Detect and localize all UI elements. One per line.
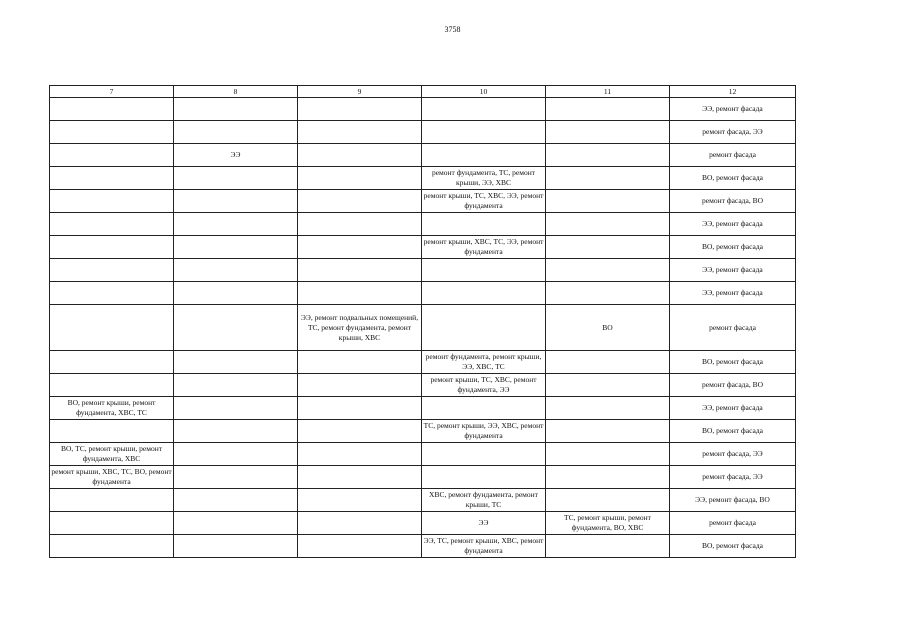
table-cell: ремонт фасада, ЭЭ (670, 121, 796, 144)
table-cell (298, 535, 422, 558)
table-row (50, 489, 796, 512)
column-header: 7 (50, 86, 174, 98)
table-header-row (50, 86, 796, 98)
table-cell: ЭЭ, ТС, ремонт крыши, ХВС, ремонт фундамента (422, 535, 546, 558)
table-cell (50, 489, 174, 512)
table-cell (298, 466, 422, 489)
table-cell (50, 282, 174, 305)
table-cell (422, 305, 546, 351)
table-cell (174, 236, 298, 259)
table-cell: ремонт крыши, ТС, ХВС, ремонт фундамента, ЭЭ (422, 374, 546, 397)
table-cell (174, 420, 298, 443)
table-row (50, 305, 796, 351)
table-cell (50, 236, 174, 259)
table-cell (546, 282, 670, 305)
table-cell (50, 213, 174, 236)
table-cell: ремонт фасада (670, 144, 796, 167)
table-cell (422, 282, 546, 305)
table-cell (546, 443, 670, 466)
table-cell (174, 443, 298, 466)
table-row (50, 374, 796, 397)
table-cell (50, 144, 174, 167)
table-cell (422, 397, 546, 420)
table-cell (546, 489, 670, 512)
column-header: 12 (670, 86, 796, 98)
table-cell (50, 98, 174, 121)
table-cell (50, 512, 174, 535)
table-cell (298, 167, 422, 190)
table-cell: ЭЭ, ремонт подвальных помещений, ТС, ремонт фундамента, ремонт крыши, ХВС (298, 305, 422, 351)
table-cell (422, 466, 546, 489)
table-row (50, 443, 796, 466)
table-cell (546, 236, 670, 259)
table-cell (298, 397, 422, 420)
table-cell (546, 351, 670, 374)
table-cell (174, 213, 298, 236)
table-cell (174, 351, 298, 374)
table-cell (422, 443, 546, 466)
table-cell (298, 374, 422, 397)
column-header: 10 (422, 86, 546, 98)
table-cell (174, 489, 298, 512)
table-cell (298, 98, 422, 121)
table-cell (298, 213, 422, 236)
table-cell: ремонт крыши, ХВС, ТС, ЭЭ, ремонт фундамента (422, 236, 546, 259)
table-cell (174, 305, 298, 351)
table-cell (50, 351, 174, 374)
table-cell: ЭЭ, ремонт фасада (670, 98, 796, 121)
table-cell: ремонт фасада, ЭЭ (670, 466, 796, 489)
table-cell (174, 121, 298, 144)
table-cell: ЭЭ, ремонт фасада (670, 282, 796, 305)
table-row (50, 282, 796, 305)
table-cell (174, 397, 298, 420)
table-cell (298, 351, 422, 374)
table-cell: ЭЭ, ремонт фасада (670, 397, 796, 420)
column-header: 8 (174, 86, 298, 98)
table-cell: ЭЭ, ремонт фасада (670, 213, 796, 236)
table-cell: ремонт фасада, ВО (670, 190, 796, 213)
table-cell (546, 167, 670, 190)
table-cell (422, 144, 546, 167)
table-cell: ЭЭ, ремонт фасада (670, 259, 796, 282)
table-cell: ВО, ремонт фасада (670, 236, 796, 259)
table-cell (546, 213, 670, 236)
table-cell: ТС, ремонт крыши, ремонт фундамента, ВО, ХВС (546, 512, 670, 535)
table-cell: ЭЭ (174, 144, 298, 167)
table-cell (50, 121, 174, 144)
table-cell: ХВС, ремонт фундамента, ремонт крыши, ТС (422, 489, 546, 512)
table-cell (298, 489, 422, 512)
table-cell (546, 259, 670, 282)
table-row (50, 190, 796, 213)
table-row (50, 236, 796, 259)
page-number: 3758 (444, 25, 461, 34)
table-cell (298, 512, 422, 535)
table-cell (546, 466, 670, 489)
table-cell (422, 98, 546, 121)
table-cell: ЭЭ (422, 512, 546, 535)
table-cell (298, 190, 422, 213)
table-cell (298, 259, 422, 282)
table-cell (422, 259, 546, 282)
table-cell (546, 535, 670, 558)
table-cell (50, 167, 174, 190)
table-cell: ремонт фасада, ЭЭ (670, 443, 796, 466)
table-cell (174, 535, 298, 558)
table-cell: ремонт фасада (670, 512, 796, 535)
table-cell (50, 305, 174, 351)
table-cell (174, 512, 298, 535)
table-row (50, 466, 796, 489)
table-cell (174, 190, 298, 213)
table-cell (50, 420, 174, 443)
table-cell: ремонт фасада (670, 305, 796, 351)
table-row (50, 98, 796, 121)
table-row (50, 512, 796, 535)
table-cell (174, 282, 298, 305)
table-cell (298, 282, 422, 305)
table-cell (50, 374, 174, 397)
table-cell (174, 259, 298, 282)
table-cell (546, 144, 670, 167)
table-cell (174, 374, 298, 397)
table-cell (298, 121, 422, 144)
table-cell (546, 420, 670, 443)
table-cell: ВО, ремонт фасада (670, 351, 796, 374)
table-cell (546, 397, 670, 420)
table-cell: ВО, ремонт крыши, ремонт фундамента, ХВС, ТС (50, 397, 174, 420)
table-cell (50, 535, 174, 558)
table-cell (546, 374, 670, 397)
table-row (50, 259, 796, 282)
table-cell (174, 466, 298, 489)
data-table (49, 85, 796, 558)
table-cell (298, 236, 422, 259)
table-cell: ВО, ремонт фасада (670, 535, 796, 558)
table-cell (546, 190, 670, 213)
table-cell: ремонт фундамента, ремонт крыши, ЭЭ, ХВС, ТС (422, 351, 546, 374)
table-cell (50, 190, 174, 213)
table-cell (298, 144, 422, 167)
column-header: 11 (546, 86, 670, 98)
table-cell (546, 98, 670, 121)
table-cell: ЭЭ, ремонт фасада, ВО (670, 489, 796, 512)
table-row (50, 213, 796, 236)
table-cell: ТС, ремонт крыши, ЭЭ, ХВС, ремонт фундамента (422, 420, 546, 443)
table-row (50, 167, 796, 190)
table-cell: ремонт фасада, ВО (670, 374, 796, 397)
column-header: 9 (298, 86, 422, 98)
table-cell: ВО, ремонт фасада (670, 420, 796, 443)
table-row (50, 535, 796, 558)
table-row (50, 420, 796, 443)
table-cell (174, 98, 298, 121)
table-cell: ремонт фундамента, ТС, ремонт крыши, ЭЭ, ХВС (422, 167, 546, 190)
table-cell (298, 443, 422, 466)
table-row (50, 397, 796, 420)
table-cell (298, 420, 422, 443)
table-cell (546, 121, 670, 144)
table-cell (422, 121, 546, 144)
table-cell (50, 259, 174, 282)
table-cell: ремонт крыши, ТС, ХВС, ЭЭ, ремонт фундамента (422, 190, 546, 213)
table-cell: ВО, ремонт фасада (670, 167, 796, 190)
table-cell: ВО (546, 305, 670, 351)
table-row (50, 351, 796, 374)
table-cell: ремонт крыши, ХВС, ТС, ВО, ремонт фундамента (50, 466, 174, 489)
table-cell (174, 167, 298, 190)
table-row (50, 121, 796, 144)
table-cell (422, 213, 546, 236)
table-row (50, 144, 796, 167)
table-cell: ВО, ТС, ремонт крыши, ремонт фундамента, ХВС (50, 443, 174, 466)
